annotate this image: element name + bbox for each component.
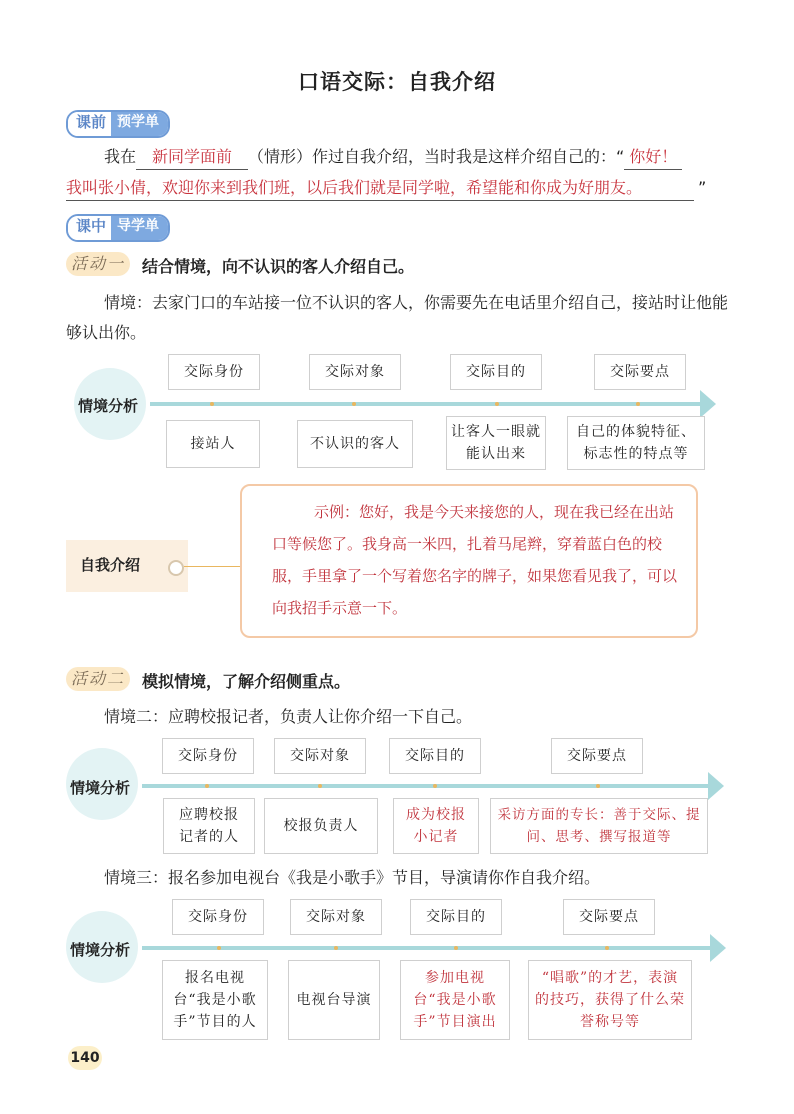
activity-title: 模拟情境，了解介绍侧重点。 [142, 672, 351, 691]
header-box: 交际对象 [274, 738, 366, 774]
activity-label: 活动二 [66, 667, 130, 691]
timeline-dot [495, 402, 499, 406]
answer-box: 让客人一眼就能认出来 [446, 416, 546, 470]
analysis-label: 情境分析 [70, 941, 131, 959]
answer-box: 参加电视台“我是小歌手”节目演出 [400, 960, 510, 1040]
answer-blank: 你好！ [624, 145, 682, 170]
timeline-dot [605, 946, 609, 950]
answer-blank: 新同学面前 [136, 145, 248, 170]
analysis-label: 情境分析 [78, 397, 139, 415]
section-tag-sub: 预学单 [111, 112, 168, 136]
prelearn-line2 [66, 176, 736, 201]
prelearn-line1 [104, 145, 734, 170]
prelearn-text: （情形）作过自我介绍，当时我是这样介绍自己的：“ [248, 147, 625, 166]
timeline-dot [217, 946, 221, 950]
header-box: 交际目的 [450, 354, 542, 390]
section-tag-label: 课前 [68, 112, 111, 136]
timeline-dot [596, 784, 600, 788]
timeline-dot [636, 402, 640, 406]
answer-box: 接站人 [166, 420, 260, 468]
analysis-label: 情境分析 [70, 779, 131, 797]
header-box: 交际身份 [172, 899, 264, 935]
section-tag-before [66, 110, 170, 138]
answer-box: “唱歌”的才艺，表演的技巧，获得了什么荣誉称号等 [528, 960, 692, 1040]
answer-box: 应聘校报记者的人 [163, 798, 255, 854]
answer-box: 电视台导演 [288, 960, 380, 1040]
header-box: 交际身份 [162, 738, 254, 774]
answer-box: 成为校报小记者 [393, 798, 479, 854]
section-tag-during [66, 214, 170, 242]
answer-box: 校报负责人 [264, 798, 378, 854]
timeline-dot [454, 946, 458, 950]
connector-circle [168, 560, 184, 576]
header-box: 交际要点 [551, 738, 643, 774]
answer-box: 采访方面的专长：善于交际、提问、思考、撰写报道等 [490, 798, 708, 854]
timeline-axis [142, 946, 712, 950]
prelearn-text: 我在 [104, 147, 137, 166]
header-box: 交际目的 [389, 738, 481, 774]
answer-box: 报名电视台“我是小歌手”节目的人 [162, 960, 268, 1040]
scenario-text: 情境二：应聘校报记者，负责人让你介绍一下自己。 [104, 707, 473, 726]
connector-line [184, 566, 242, 567]
close-quote: ” [698, 178, 707, 197]
timeline-axis [150, 402, 702, 406]
answer-box: 不认识的客人 [297, 420, 413, 468]
activity-title: 结合情境，向不认识的客人介绍自己。 [142, 257, 415, 276]
timeline-dot [334, 946, 338, 950]
header-box: 交际身份 [168, 354, 260, 390]
example-box: 示例：您好，我是今天来接您的人，现在我已经在出站口等候您了。我身高一米四，扎着马尾辫，穿着蓝白色的校服，手里拿了一个写着您名字的牌子，如果您看见我了，可以向我招手示意一下。 [240, 484, 698, 638]
arrow-icon [708, 772, 724, 800]
timeline-dot [318, 784, 322, 788]
timeline-dot [205, 784, 209, 788]
answer-blank: 我叫张小倩，欢迎你来到我们班，以后我们就是同学啦，希望能和你成为好朋友。 [66, 176, 694, 201]
answer-box: 自己的体貌特征、标志性的特点等 [567, 416, 705, 470]
arrow-icon [710, 934, 726, 962]
scenario-text: 情境三：报名参加电视台《我是小歌手》节目，导演请你作自我介绍。 [104, 868, 601, 887]
arrow-icon [700, 390, 716, 418]
activity-label: 活动一 [66, 252, 130, 276]
intro-label: 自我介绍 [66, 540, 188, 592]
page-number: 140 [68, 1046, 102, 1070]
page-title: 口语交际：自我介绍 [298, 70, 496, 94]
timeline-dot [352, 402, 356, 406]
header-box: 交际要点 [594, 354, 686, 390]
scenario-text: 情境：去家门口的车站接一位不认识的客人，你需要先在电话里介绍自己，接站时让他能够认出你。 [66, 293, 729, 342]
header-box: 交际对象 [309, 354, 401, 390]
section-tag-label: 课中 [68, 216, 111, 240]
timeline-axis [142, 784, 710, 788]
section-tag-sub: 导学单 [111, 216, 168, 240]
header-box: 交际目的 [410, 899, 502, 935]
header-box: 交际对象 [290, 899, 382, 935]
timeline-dot [210, 402, 214, 406]
header-box: 交际要点 [563, 899, 655, 935]
timeline-dot [433, 784, 437, 788]
